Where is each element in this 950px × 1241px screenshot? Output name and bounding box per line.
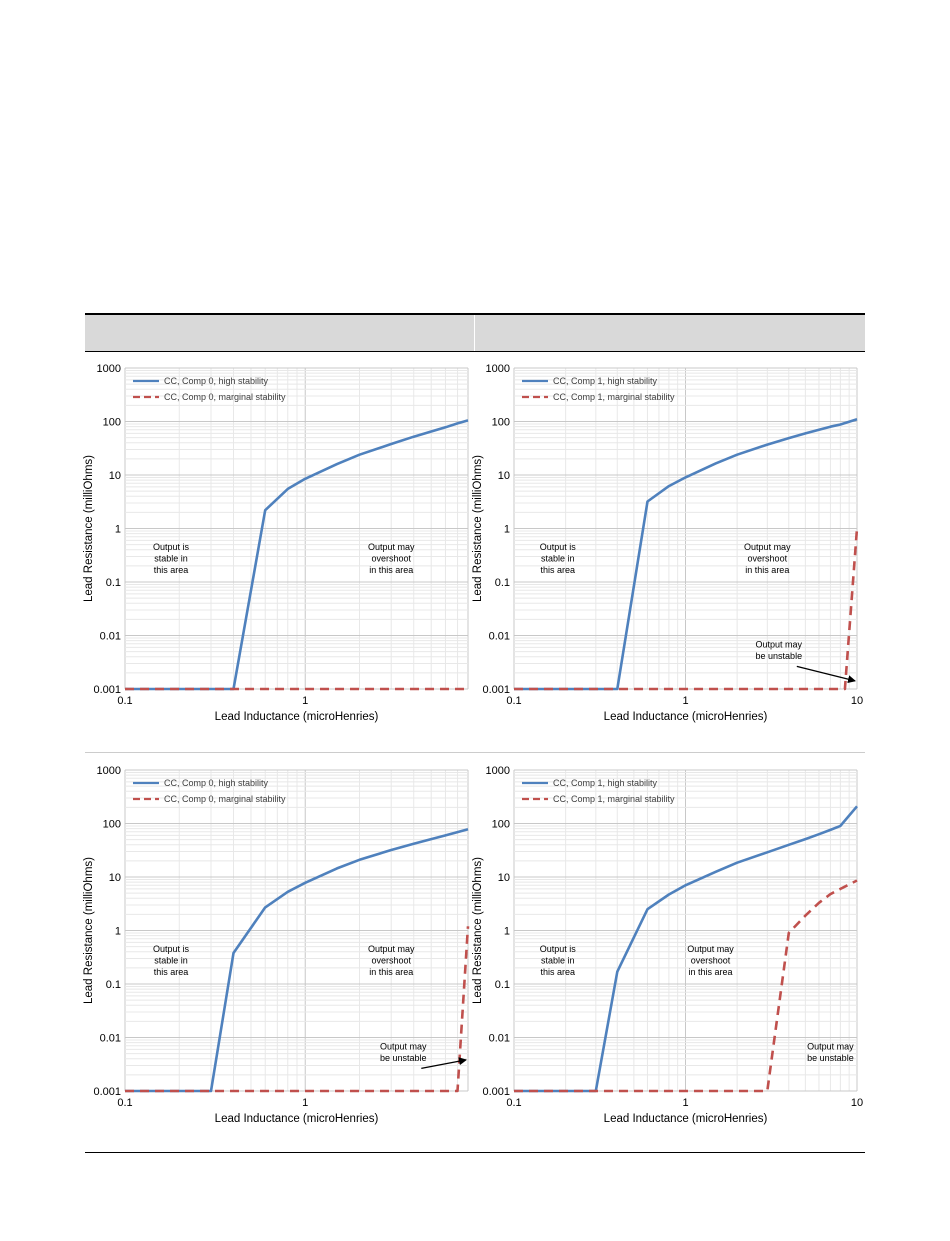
annotation-text: this area — [153, 564, 189, 575]
annotation-text: Output is — [539, 943, 576, 954]
annotation — [368, 944, 415, 977]
chart-cc-comp1-bottom — [469, 760, 864, 1135]
x-tick-label: 0.1 — [117, 695, 133, 707]
y-tick-label: 0.01 — [488, 1032, 510, 1045]
chart-svg — [80, 358, 470, 733]
annotation-text: in this area — [688, 966, 733, 977]
y-tick-label: 100 — [491, 818, 510, 831]
annotation-text: overshoot — [371, 955, 411, 966]
x-tick-label: 10 — [850, 695, 864, 707]
table-header — [85, 315, 865, 351]
legend-label: CC, Comp 1, high stability — [553, 778, 658, 788]
table-header-divider — [474, 315, 475, 351]
legend-label: CC, Comp 1, high stability — [553, 376, 658, 386]
table-row-divider — [85, 752, 865, 753]
y-tick-label: 1 — [503, 523, 510, 536]
y-tick-label: 10 — [497, 872, 510, 884]
annotation-text: overshoot — [747, 553, 788, 564]
annotation-text: Output may — [755, 639, 803, 650]
annotation-text: in this area — [369, 564, 414, 575]
chart-svg — [80, 760, 470, 1135]
y-tick-label: 0.001 — [93, 684, 121, 696]
table-header-rule — [85, 351, 865, 352]
chart-cc-comp1-top — [469, 358, 864, 733]
annotation-text: stable in — [154, 955, 188, 966]
table-bottom-rule — [85, 1152, 865, 1153]
y-tick-label: 10 — [108, 470, 121, 482]
x-tick-label: 1 — [302, 1097, 309, 1109]
y-tick-label: 10 — [108, 872, 121, 884]
annotation — [153, 542, 190, 575]
annotation — [368, 542, 415, 575]
annotation — [153, 944, 190, 977]
annotation-text: Output may — [380, 1041, 427, 1052]
y-tick-label: 100 — [102, 416, 121, 429]
annotation-text: in this area — [369, 966, 414, 977]
x-axis-title: Lead Inductance (microHenries) — [214, 711, 379, 723]
y-tick-label: 1000 — [485, 363, 510, 375]
annotation — [807, 1041, 854, 1063]
annotation-text: Output is — [152, 943, 190, 954]
annotation-text: Output may — [687, 943, 734, 954]
x-tick-label: 0.1 — [506, 1097, 522, 1109]
chart-svg — [469, 358, 864, 733]
y-tick-label: 1000 — [485, 765, 510, 777]
annotation-text: stable in — [154, 553, 188, 564]
y-tick-label: 0.1 — [494, 979, 510, 991]
y-axis-title: Lead Resistance (milliOhms) — [472, 455, 484, 602]
x-axis-title: Lead Inductance (microHenries) — [603, 1113, 768, 1125]
y-tick-label: 0.01 — [99, 1032, 121, 1045]
y-tick-label: 1 — [503, 925, 510, 938]
chart-cc-comp0-top — [80, 358, 470, 733]
annotation — [687, 944, 734, 977]
y-tick-label: 0.01 — [99, 630, 121, 643]
annotation-text: be unstable — [807, 1052, 854, 1063]
y-tick-label: 0.001 — [482, 1086, 510, 1098]
annotation-text: overshoot — [690, 955, 731, 966]
y-axis-title: Lead Resistance (milliOhms) — [83, 857, 95, 1004]
annotation — [540, 542, 577, 575]
chart-svg — [469, 760, 864, 1135]
legend-label: CC, Comp 0, high stability — [164, 376, 269, 386]
annotation-text: this area — [540, 966, 576, 977]
x-axis-title: Lead Inductance (microHenries) — [603, 711, 768, 723]
y-axis-title: Lead Resistance (milliOhms) — [472, 857, 484, 1004]
y-tick-label: 1 — [114, 925, 121, 938]
annotation — [744, 542, 791, 575]
x-tick-label: 0.1 — [506, 695, 522, 707]
y-tick-label: 100 — [491, 416, 510, 429]
y-tick-label: 10 — [497, 470, 510, 482]
legend-label: CC, Comp 1, marginal stability — [553, 794, 675, 804]
annotation-text: Output may — [367, 943, 415, 954]
annotation-text: in this area — [745, 564, 790, 575]
annotation — [756, 639, 803, 661]
y-axis-title: Lead Resistance (milliOhms) — [83, 455, 95, 602]
x-axis-title: Lead Inductance (microHenries) — [214, 1113, 379, 1125]
annotation-text: Output may — [744, 541, 791, 552]
y-tick-label: 0.1 — [494, 577, 510, 589]
legend-label: CC, Comp 0, marginal stability — [164, 794, 286, 804]
annotation-text: stable in — [541, 553, 575, 564]
annotation-text: Output is — [539, 541, 576, 552]
annotation-text: Output is — [152, 541, 190, 552]
annotation-text: Output may — [807, 1041, 854, 1052]
y-tick-label: 0.01 — [488, 630, 510, 643]
annotation-text: stable in — [541, 955, 575, 966]
y-tick-label: 0.1 — [105, 979, 121, 991]
y-tick-label: 0.1 — [105, 577, 121, 589]
y-tick-label: 100 — [102, 818, 121, 831]
y-tick-label: 0.001 — [482, 684, 510, 696]
x-tick-label: 1 — [302, 695, 309, 707]
legend-label: CC, Comp 1, marginal stability — [553, 392, 675, 402]
y-tick-label: 0.001 — [93, 1086, 121, 1098]
annotation-text: Output may — [367, 541, 415, 552]
annotation-text: this area — [153, 966, 189, 977]
annotation-text: be unstable — [755, 650, 803, 661]
annotation-text: be unstable — [380, 1052, 427, 1063]
x-tick-label: 1 — [682, 695, 689, 707]
legend-label: CC, Comp 0, high stability — [164, 778, 269, 788]
legend-label: CC, Comp 0, marginal stability — [164, 392, 286, 402]
y-tick-label: 1000 — [96, 765, 121, 777]
y-tick-label: 1000 — [96, 363, 121, 375]
x-tick-label: 10 — [850, 1097, 864, 1109]
annotation — [380, 1041, 427, 1063]
chart-cc-comp0-bottom — [80, 760, 470, 1135]
annotation — [540, 944, 577, 977]
x-tick-label: 1 — [682, 1097, 689, 1109]
x-tick-label: 0.1 — [117, 1097, 133, 1109]
annotation-text: overshoot — [371, 553, 411, 564]
annotation-text: this area — [540, 564, 576, 575]
y-tick-label: 1 — [114, 523, 121, 536]
